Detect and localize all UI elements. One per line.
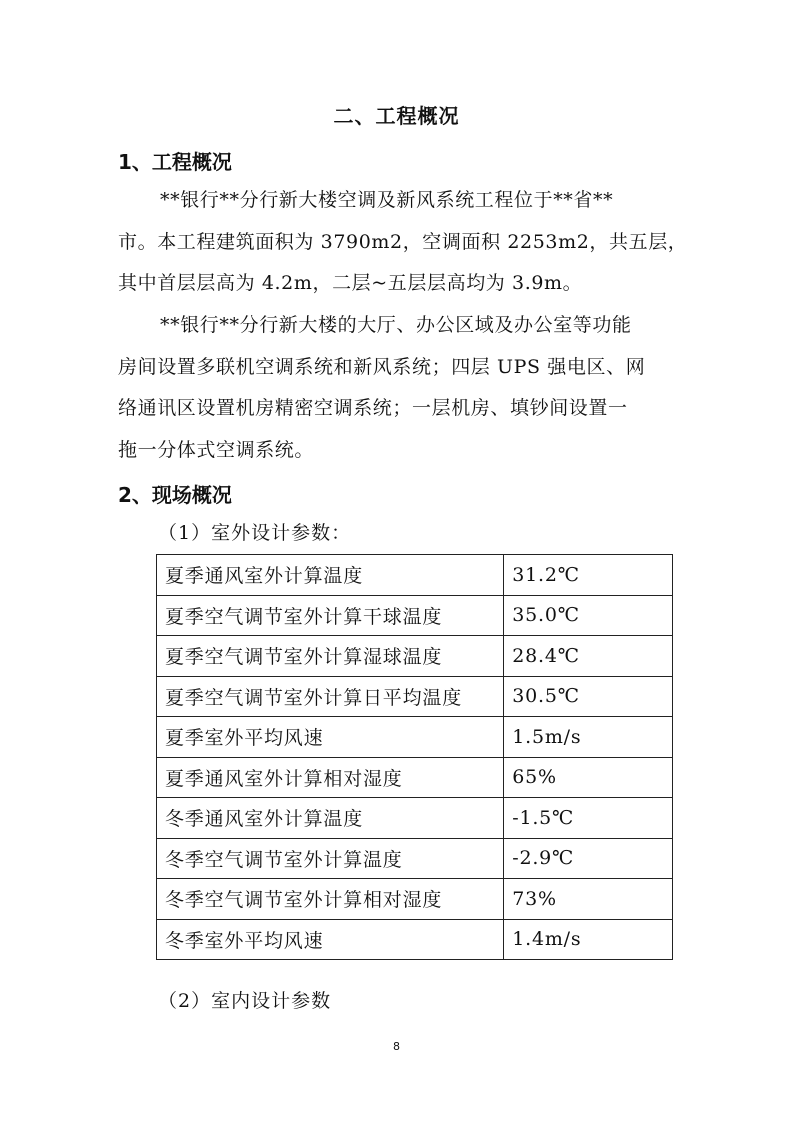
param-name: 冬季空气调节室外计算温度 (157, 838, 504, 879)
param-value: 28.4℃ (504, 636, 673, 677)
param-name: 冬季空气调节室外计算相对湿度 (157, 879, 504, 920)
table-row (157, 676, 673, 717)
param-value: -2.9℃ (504, 838, 673, 879)
table-row (157, 757, 673, 798)
page-number: 8 (393, 1040, 400, 1053)
table-row (157, 717, 673, 758)
paragraph-line: **银行**分行新大楼的大厅、办公区域及办公室等功能 (160, 314, 632, 336)
paragraph-line: 拖一分体式空调系统。 (118, 438, 315, 461)
param-value: 1.4m/s (504, 919, 673, 960)
param-value: 31.2℃ (504, 555, 673, 596)
indoor-params-caption: （2）室内设计参数 (158, 990, 332, 1012)
section-heading-site-overview: 2、现场概况 (118, 483, 232, 507)
param-value: -1.5℃ (504, 798, 673, 839)
param-name: 夏季通风室外计算相对湿度 (157, 757, 504, 798)
table-row (157, 838, 673, 879)
param-value: 35.0℃ (504, 595, 673, 636)
paragraph-line: **银行**分行新大楼空调及新风系统工程位于**省** (160, 189, 614, 211)
param-name: 夏季室外平均风速 (157, 717, 504, 758)
param-name: 冬季室外平均风速 (157, 919, 504, 960)
table-row (157, 798, 673, 839)
table-row (157, 636, 673, 677)
paragraph-line: 其中首层层高为 4.2m，二层~五层层高均为 3.9m。 (118, 272, 583, 294)
table-row (157, 919, 673, 960)
param-name: 夏季空气调节室外计算干球温度 (157, 595, 504, 636)
chapter-title: 二、工程概况 (333, 104, 460, 128)
paragraph-system-description (118, 305, 678, 471)
outdoor-params-caption: （1）室外设计参数： (158, 522, 352, 544)
param-name: 夏季空气调节室外计算日平均温度 (157, 676, 504, 717)
paragraph-line: 市。本工程建筑面积为 3790m2，空调面积 2253m2，共五层， (118, 230, 688, 253)
table-row (157, 555, 673, 596)
param-value: 30.5℃ (504, 676, 673, 717)
section-heading-project-overview: 1、工程概况 (118, 150, 232, 174)
outdoor-params-table (156, 554, 673, 960)
param-name: 夏季通风室外计算温度 (157, 555, 504, 596)
param-name: 冬季通风室外计算温度 (157, 798, 504, 839)
paragraph-line: 络通讯区设置机房精密空调系统；一层机房、填钞间设置一 (118, 397, 628, 419)
param-name: 夏季空气调节室外计算湿球温度 (157, 636, 504, 677)
table-row (157, 879, 673, 920)
paragraph-line: 房间设置多联机空调系统和新风系统；四层 UPS 强电区、网 (118, 355, 646, 378)
param-value: 1.5m/s (504, 717, 673, 758)
paragraph-project-location (118, 180, 688, 305)
param-value: 73% (504, 879, 673, 920)
table-row (157, 595, 673, 636)
param-value: 65% (504, 757, 673, 798)
